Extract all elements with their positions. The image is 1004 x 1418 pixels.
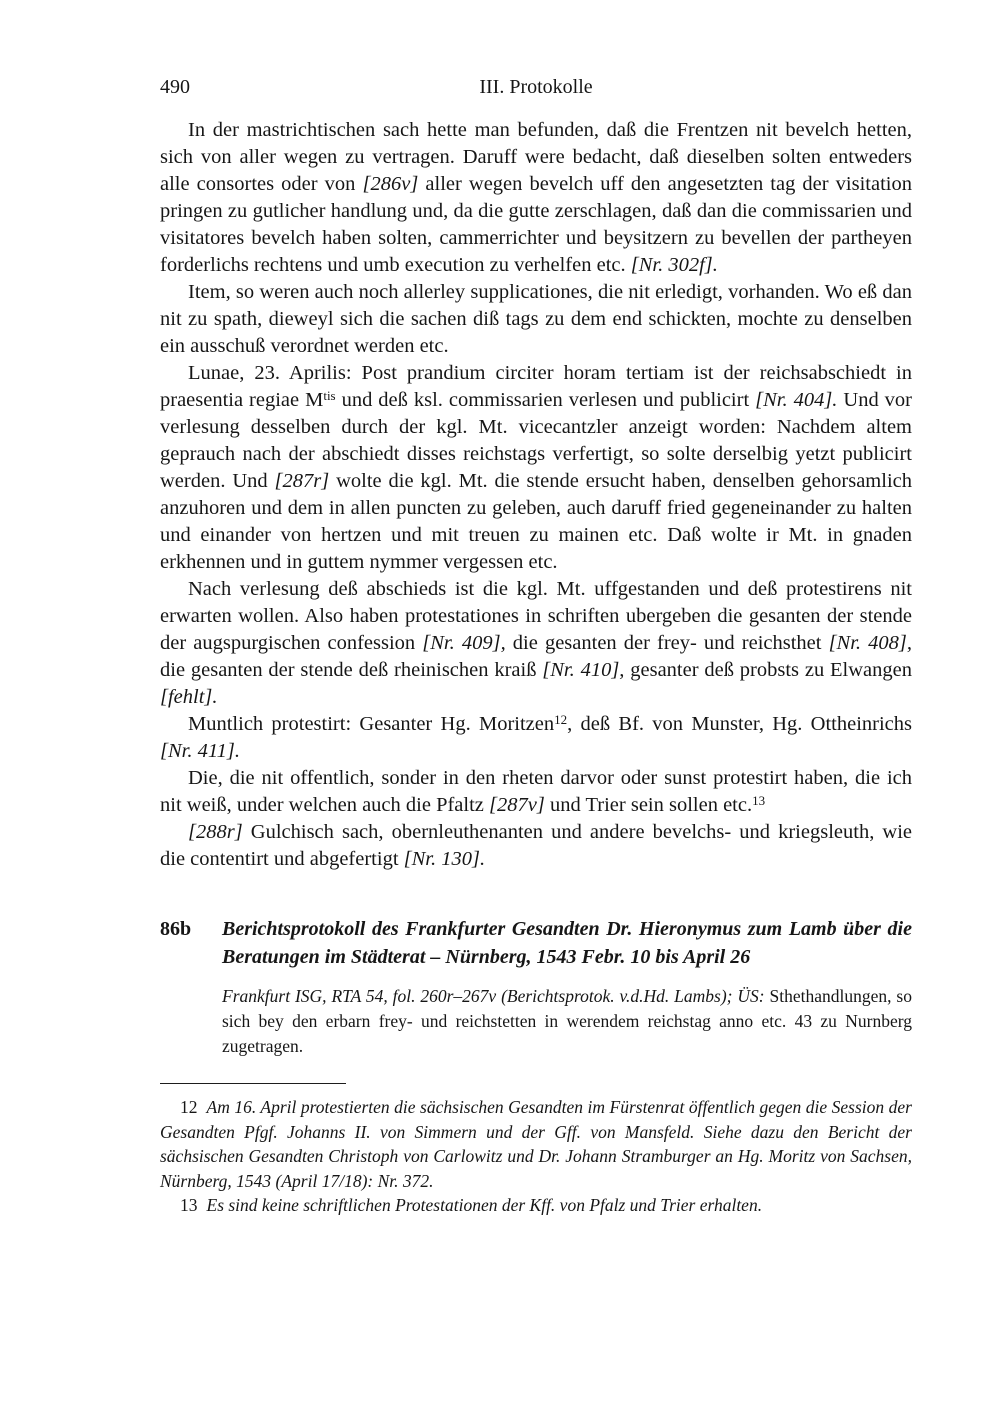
paragraph-4-run: gesanter deß probsts zu Elwangen: [624, 659, 912, 681]
paragraph-6-run: und Trier sein sollen etc.: [544, 794, 753, 816]
text-block: [160, 76, 912, 1218]
entry-source-run: Frankfurt ISG, RTA 54, fol. 260r–267v (Berichtsprotok. v.d.Hd. Lambs); ÜS:: [222, 986, 765, 1006]
paragraph-6: [160, 765, 912, 819]
paragraph-7-run: [Nr. 130].: [403, 848, 486, 870]
paragraph-4-run: [Nr. 409],: [422, 632, 506, 654]
paragraph-5-run: Muntlich protestirt: Gesanter Hg. Moritzen: [188, 713, 555, 735]
footnote-12-run: Am 16. April protestierten die sächsischen Gesandten im Fürstenrat öffentlich gegen die Session der Gesandten Pfgf. Johanns II. von Simmern und der Gff. von Mansfeld. Siehe dazu den Bericht der sächsischen Gesandten Christoph von Carlowitz und Dr. Johann Stramburger an Hg. Moritz von Sachsen, Nürnberg, 1543 (April 17/18): Nr. 372.: [160, 1097, 912, 1191]
footnote-13-run: Es sind keine schriftlichen Protestationen der Kff. von Pfalz und Trier erhalten.: [206, 1195, 763, 1215]
running-title: III. Protokolle: [479, 76, 593, 98]
paragraph-5: [160, 711, 912, 765]
paragraph-3-run: [Nr. 404].: [755, 389, 838, 411]
paragraph-4-run: Nach verlesung deß abschieds ist die kgl. Mt. uffgestanden und deß protestirens nit erwarten wollen. Also haben protestationes in schriften ubergeben die gesanten der stende der augspurgischen confession: [160, 578, 912, 654]
entry-86b: [160, 915, 912, 1059]
paragraph-4: [160, 576, 912, 711]
entry-source: [222, 984, 912, 1059]
paragraph-7: [160, 819, 912, 873]
paragraph-3-run: Und vor verlesung desselben durch der kgl. Mt. vicecantzler anzeigt worden: Nachdem altem geprauch nach der abschiedt disses reichstags verfertigt, so solte derselbig yetzt publicirt werden. Und: [160, 389, 913, 492]
footnote-marker-12: 12: [180, 1097, 198, 1117]
entry-source-run: Sthethandlungen, so sich bey den erbarn frey- und reichstetten in werendem reichstag anno etc. 43 zu Nurnberg zugetragen.: [222, 986, 912, 1056]
footnote-separator: [160, 1083, 346, 1084]
protocol-paragraphs: [160, 117, 912, 873]
page-header: [160, 76, 912, 99]
paragraph-6-run: [287v]: [489, 794, 545, 816]
paragraph-7-run: [288r]: [188, 821, 243, 843]
paragraph-7-run: Gulchisch sach, obernleuthenanten und andere bevelchs- und kriegsleuth, wie die contentirt und abgefertigt: [160, 821, 912, 870]
paragraph-1-run: In der mastrichtischen sach hette man befunden, daß die Frentzen nit bevelch hetten, sich von aller wegen zu vertragen. Daruff were bedacht, daß dieselben solten entweders alle consortes oder von: [160, 119, 912, 195]
paragraph-6-run: 13: [752, 793, 766, 808]
footnote-13: [160, 1193, 912, 1218]
paragraph-3-run: wolte die kgl. Mt. die stende ersucht haben, denselben gehorsamlich anzuhoren und dem in allen puncten zu geleben, auch daruff fried gegeneinander zu halten und einander von hertzen und mit treuen zu mainen etc. Daß wolte ir Mt. in gnaden erkhennen und in guttem nymmer vergessen etc.: [160, 470, 912, 573]
paragraph-1-run: [Nr. 302f].: [630, 254, 718, 276]
paragraph-3-run: und deß ksl. commissarien verlesen und publicirt: [335, 389, 756, 411]
footnote-12: [160, 1095, 912, 1193]
footnotes-section: [160, 1083, 912, 1218]
paragraph-5-run: 12: [554, 712, 568, 727]
page-number: 490: [160, 76, 190, 98]
entry-heading: [160, 915, 912, 971]
paragraph-5-run: , deß Bf. von Munster, Hg. Ottheinrichs: [567, 713, 913, 735]
paragraph-4-run: [Nr. 410],: [542, 659, 625, 681]
paragraph-1: [160, 117, 912, 279]
paragraph-4-run: die gesanten der stende deß rheinischen kraiß: [160, 659, 543, 681]
paragraph-1-run: aller wegen bevelch uff den angesetzten tag der visitation pringen zu gutlicher handlung und, da die gutte zerschlagen, daß dan die commissarien und visitatores bevelch haben solten, cammerrichter und beysitzern zu bevellen der partheyen forderlichs rechtens und umb execution zu verhelfen etc.: [160, 173, 912, 276]
paragraph-4-run: die gesanten der frey- und reichsthet: [505, 632, 829, 654]
paragraph-1-run: [286v]: [362, 173, 419, 195]
paragraph-3-run: Lunae, 23. Aprilis: Post prandium circiter horam tertiam ist der reichsabschiedt in praesentia regiae M: [160, 362, 912, 411]
paragraph-2-run: Item, so weren auch noch allerley supplicationes, die nit erledigt, vorhanden. Wo eß dan nit zu spath, dieweyl sich die sachen diß tags zu dem end schickten, mochte zu denselben ein ausschuß verordnet werden etc.: [160, 281, 912, 357]
footnotes-list: [160, 1095, 912, 1218]
paragraph-3-run: [287r]: [274, 470, 330, 492]
paragraph-6-run: Die, die nit offentlich, sonder in den rheten darvor oder sunst protestirt haben, die ich nit weiß, under welchen auch die Pfaltz: [160, 767, 912, 816]
entry-title: Berichtsprotokoll des Frankfurter Gesandten Dr. Hieronymus zum Lamb über die Beratungen im Städterat – Nürnberg, 1543 Febr. 10 bis April 26: [222, 918, 912, 968]
paragraph-4-run: [Nr. 408],: [828, 632, 912, 654]
paragraph-3-run: tis: [323, 388, 336, 403]
paragraph-3: [160, 360, 912, 576]
paragraph-4-run: [fehlt].: [160, 686, 218, 708]
entry-number: 86b: [160, 918, 192, 940]
paragraph-2: [160, 279, 912, 360]
paragraph-5-run: [Nr. 411].: [160, 740, 240, 762]
footnote-marker-13: 13: [180, 1195, 198, 1215]
